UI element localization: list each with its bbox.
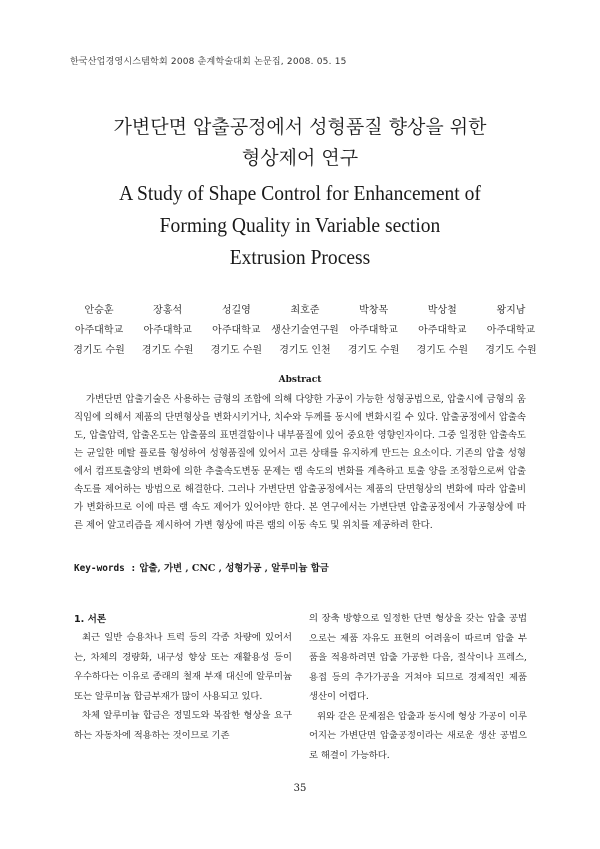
author-name: 박상철 xyxy=(427,305,457,316)
keywords-line xyxy=(74,560,329,574)
author-location: 경기도 수원 xyxy=(485,345,537,356)
abstract-heading: Abstract xyxy=(278,375,322,385)
paragraph: 위와 같은 문제점은 압출과 동시에 형상 가공이 이루어지는 가변단면 압출공정이라는 새로운 생산 공법으로 해결이 가능하다. xyxy=(309,710,527,761)
keywords-text: 압출, 가변 , CNC , 성형가공 , 알루미늄 합금 xyxy=(139,563,329,574)
title-english-line-1: A Study of Shape Control for Enhancement of xyxy=(119,181,481,205)
author-locations-row xyxy=(65,341,545,361)
right-column xyxy=(309,609,527,765)
author-name: 박창목 xyxy=(359,305,389,316)
author-location: 경기도 수원 xyxy=(141,345,194,356)
paragraph: 차체 알루미늄 합금은 정밀도와 복잡한 형상을 요구하는 자동차에 적용하는 것이므로 기존 xyxy=(74,710,292,741)
author-names-row xyxy=(65,301,545,321)
author-affiliation: 아주대학교 xyxy=(486,325,536,336)
author-location: 경기도 수원 xyxy=(416,345,469,356)
author-name: 안승훈 xyxy=(84,305,114,316)
running-header: 한국산업경영시스템학회 2008 춘계학술대회 논문집, 2008. 05. 15 xyxy=(70,57,347,67)
abstract-body: 가변단면 압출기술은 사용하는 금형의 조합에 의해 다양한 가공이 가능한 성형공법으로, 압출시에 금형의 움직임에 의해서 제품의 단면형상을 변화시키거나, 치수와 두께를 동시에 변화시킬 수 있다. 압출공정에서 압출속도, 압출압력, 압출온도는 압출품의 표면결함이나 내부품질에 있어 중요한 영향인자이다. 그중 일정한 압출속도는 균일한 메탈 플로를 형성하여 성형품질에 있어서 고른 상태를 유지하게 만드는 요소이다. 기존의 압출 성형에서 컴프토출양의 변화에 의한 추출속도변동 문제는 램 속도의 변화를 계측하고 토출 양을 조정함으로써 압출속도를 제어하는 방법으로 해결한다. 그러나 가변단면 압출공정에서는 제품의 단면형상의 변화에 따라 압출비가 변화하므로 이에 따른 램 속도 제어가 있어야만 한다. 본 연구에서는 가변단면 압출공정에서 가공형상에 따른 제어 알고리즘을 제시하여 가변 형상에 따른 램의 이동 속도 및 위치를 제공하려 한다. xyxy=(74,394,526,531)
author-block xyxy=(65,301,545,361)
author-affiliation: 아주대학교 xyxy=(74,325,124,336)
title-english-line-3: Extrusion Process xyxy=(229,245,371,269)
author-name: 왕지남 xyxy=(496,305,526,316)
left-column xyxy=(74,628,292,745)
title-korean-line-2: 형상제어 연구 xyxy=(241,147,359,169)
paragraph: 의 장축 방향으로 일정한 단면 형상을 갖는 압출 공법으로는 제품 자유도 표현의 어려움이 따르며 압출 부품을 적용하려면 압출 가공한 다음, 절삭이나 프레스, 용접 등의 추가가공을 거쳐야 되므로 경제적인 제품 생산이 어렵다. xyxy=(309,613,527,702)
author-location: 경기도 수원 xyxy=(347,345,400,356)
author-affiliation: 생산기술연구원 xyxy=(271,325,339,336)
author-affiliation: 아주대학교 xyxy=(212,325,261,336)
author-affiliation: 아주대학교 xyxy=(143,325,192,336)
author-affiliation: 아주대학교 xyxy=(418,325,467,336)
keywords-label: Key-words : xyxy=(74,563,137,574)
section-heading-introduction: 1. 서론 xyxy=(74,614,107,625)
paragraph: 최근 일반 승용차나 트럭 등의 각종 차량에 있어서는, 차체의 경량화, 내구성 향상 또는 재활용성 등이 우수하다는 이유로 종래의 철재 부재 대신에 알루미늄 또는 알루미늄 합금부재가 많이 사용되고 있다. xyxy=(74,632,292,702)
author-name: 최호준 xyxy=(290,305,320,316)
author-name: 성길영 xyxy=(221,305,251,316)
author-location: 경기도 수원 xyxy=(73,345,125,356)
author-affiliations-row xyxy=(65,321,545,341)
author-name: 장홍석 xyxy=(153,305,183,316)
author-location: 경기도 수원 xyxy=(210,345,263,356)
title-korean-line-1: 가변단면 압출공정에서 성형품질 향상을 위한 xyxy=(113,116,487,138)
title-english-line-2: Forming Quality in Variable section xyxy=(159,213,441,237)
author-location: 경기도 인천 xyxy=(279,345,331,356)
author-affiliation: 아주대학교 xyxy=(349,325,398,336)
page-number: 35 xyxy=(293,783,307,794)
